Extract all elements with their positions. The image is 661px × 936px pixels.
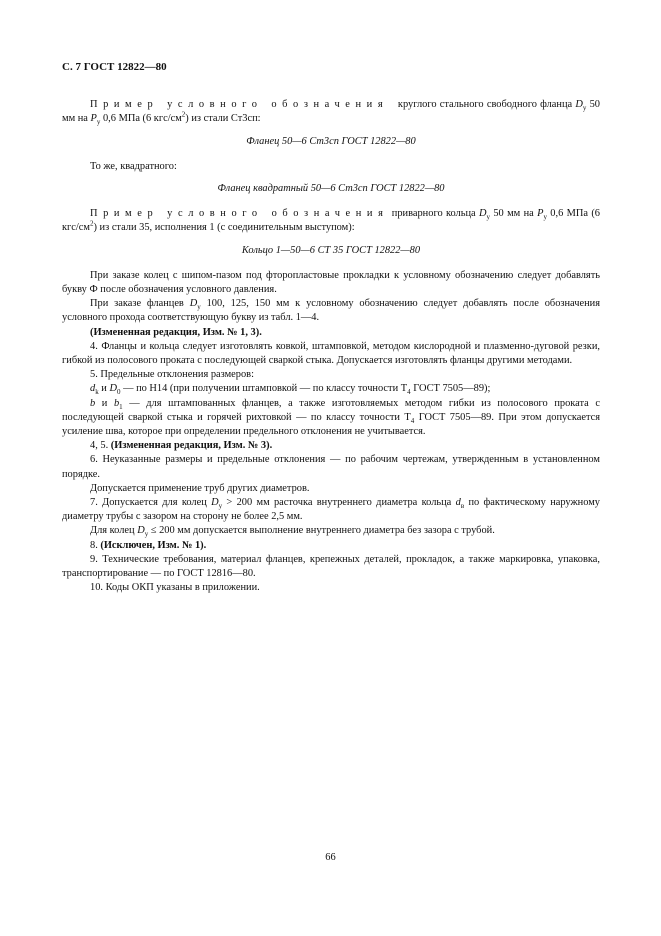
paragraph-7: 7. Допускается для колец $D_y > 200$ мм расточка внутреннего диаметра кольца $d_в$ по фактическому наружному диаметру трубы с зазором на сторону не более 2,5 мм. (62, 497, 600, 523)
paragraph-7b: Для колец $D_y \le 200$ мм допускается выполнение внутреннего диаметра без зазора с трубой. (90, 525, 495, 539)
example-2: Пример условного обозначения приварного кольца $D_y$ 50 мм на $P_y$ 0,6 МПа (6 кгс/$см^2$) из стали 35, исполнения 1 (с соединительным выступом): (62, 208, 600, 234)
paragraph-9: 9. Технические требования, материал фланцев, крепежных деталей, прокладок, а также маркировка, упаковка, транспортирование — по ГОСТ 12816—80. (62, 553, 600, 580)
example-label: Пример условного обозначения (90, 208, 389, 220)
page-number: 66 (325, 852, 336, 863)
same-square-text: То же, квадратного: (90, 160, 177, 172)
paragraph-8: 8. (Исключен, Изм. № 1). (90, 539, 207, 551)
page-content (62, 60, 600, 596)
page-header: С. 7 ГОСТ 12822—80 (62, 61, 167, 73)
revision-note-1: (Измененная редакция, Изм. № 1, 3). (90, 326, 262, 338)
paragraph-4: 4. Фланцы и кольца следует изготовлять ковкой, штамповкой, методом кислородной и плазменно-дуговой резки, гибкой из полосового проката с последующей сваркой стыка. Допускается изготовлять фланцы другими методами. (62, 340, 600, 367)
designation-formula-3: Кольцо 1—50—6 СТ 35 ГОСТ 12822—80 (241, 244, 421, 256)
example-label: Пример условного обозначения (90, 99, 389, 111)
paragraph-5a: $d_k$ и $D_0$ — по Н14 (при получении штамповкой — по классу точности $Т_4$ ГОСТ 7505—89); (90, 383, 491, 397)
paragraph-5b: b и $b_1$ — для штампованных фланцев, а также изготовляемых методом гибки из полосового проката с последующей сваркой стыка и горячей рихтовкой — по классу точности $Т_4$ ГОСТ 7505—89. При этом допускается усиление шва, которое при определении предельного отклонения не учитывается. (62, 397, 600, 438)
example-1: Пример условного обозначения круглого стального свободного фланца $D_y$ 50 мм на $P_y$ 0,6 МПа (6 кгс/$см^2$) из стали Ст3сп: (62, 99, 600, 127)
paragraph-10: 10. Коды ОКП указаны в приложении. (90, 582, 260, 594)
revision-note-4-5: 4, 5. (Измененная редакция, Изм. № 3). (90, 440, 273, 452)
paragraph-order-flanges: При заказе фланцев $D_y$ 100, 125, 150 мм к условному обозначению следует добавлять после обозначения условного прохода соответствующую букву из табл. 1—4. (62, 298, 600, 324)
paragraph-order-rings: При заказе колец с шипом-пазом под фторопластовые прокладки к условному обозначению следует добавлять букву Ф после обозначения условного давления. (62, 269, 600, 296)
paragraph-6b: Допускается применение труб других диаметров. (90, 482, 310, 494)
paragraph-5: 5. Предельные отклонения размеров: (90, 369, 254, 381)
paragraph-6: 6. Неуказанные размеры и предельные отклонения — по рабочим чертежам, утвержденным в установленном порядке. (62, 454, 600, 480)
designation-formula-1: Фланец 50—6 Ст3сп ГОСТ 12822—80 (246, 135, 416, 147)
designation-formula-2: Фланец квадратный 50—6 Ст3сп ГОСТ 12822—80 (217, 183, 445, 195)
